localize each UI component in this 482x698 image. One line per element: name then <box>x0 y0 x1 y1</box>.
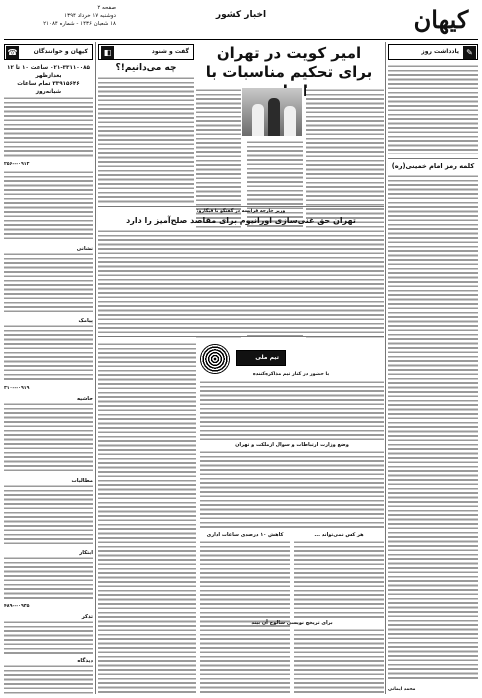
issue-number: ۱۸ شعبان ۱۴۳۶ - شماره ۲۱۰۸۴ <box>43 21 116 27</box>
lead-headline-line2: برای تحکیم مناسبات با <box>205 63 373 81</box>
editorial-box-header <box>388 44 478 60</box>
kiosk-label: گفت و شنود <box>151 48 189 55</box>
newspaper-logo: کیهان <box>413 5 469 34</box>
phone-icon: ☎ <box>7 48 18 57</box>
sender-number-2: ۰۹۱۹---۳۱۰ <box>4 386 30 391</box>
story3-text <box>200 380 384 440</box>
readers-subhead-2: حاشیه <box>76 396 93 402</box>
readers-subhead-4: ابتکار <box>79 550 93 556</box>
readers-label: کیهان و خوانندگان <box>33 48 88 55</box>
editorial-title: کلمه رمز امام خمینی(ره) <box>391 162 475 170</box>
column-divider <box>385 42 386 694</box>
story7-text <box>294 628 384 694</box>
sender-number-1: ۰۹۱۲---۲۵۶ <box>4 162 30 167</box>
readers-box-header <box>4 44 93 60</box>
story4-headline: وضع وزارت ارتباطات و سوال ازملکت و تهران <box>235 442 349 448</box>
issue-meta <box>6 4 116 28</box>
readers-subhead-1: پیامک <box>78 318 93 324</box>
lower-col-left <box>98 342 196 694</box>
story6-headline: هر کس نمی‌تواند ... <box>314 532 364 538</box>
story2-subtitle: وزیر خارجه فرانسه در گفتگو با فیگارو: <box>196 209 286 214</box>
masthead <box>4 2 478 40</box>
readers-column <box>4 44 93 694</box>
story6-text <box>294 540 384 620</box>
editorial-text-top <box>388 64 478 154</box>
readers-subhead-0: نشانی <box>76 246 93 252</box>
editorial-body <box>388 174 478 680</box>
editorial-label: یادداشت روز <box>421 48 459 55</box>
story5-headline: کاهش ۱۰ درصدی ساعات اداری <box>206 532 284 538</box>
issue-date: دوشنبه ۱۷ خرداد ۱۳۹۴ <box>64 13 116 19</box>
readers-subhead-5: تذکر <box>81 614 93 620</box>
lead-headline-line1: امیر کویت در تهران <box>216 44 362 62</box>
story4-text <box>200 450 384 530</box>
phone-line-1: ۰۲۱-۳۳۱۱۰۰۸۵ ساعت ۱۰ تا ۱۲ بعدازظهر <box>7 65 90 79</box>
story3-subtitle: با حضور در کنار تیم مذاکره‌کننده <box>252 372 330 377</box>
team-box-header <box>236 350 286 366</box>
editorial-column <box>388 44 478 694</box>
story5-text <box>200 540 290 694</box>
readers-subhead-6: دیدگاه <box>77 658 93 664</box>
story2-text <box>98 229 384 333</box>
editorial-author: محمد ایمانی <box>388 687 416 692</box>
phone-line-2: ۳۳۹۱۵۶۴۶ تمام ساعات شبانه‌روز <box>17 81 80 95</box>
target-icon <box>200 344 230 374</box>
kiosk-text <box>98 76 194 204</box>
divider <box>98 336 384 337</box>
sender-number-3: ۰۹۳۵---۴۸۹ <box>4 604 30 609</box>
kiosk-title: چه می‌دانیم!؟ <box>115 63 177 73</box>
team-label: تیم ملی <box>255 354 279 361</box>
lead-photo <box>242 88 302 136</box>
page-number: صفحه ۲ <box>97 5 116 11</box>
story2-headline: تهران حق غنی‌سازی اورانیوم برای مقاصد صلح‌آمیز را دارد <box>126 216 356 225</box>
divider <box>388 158 478 159</box>
column-divider <box>95 42 96 694</box>
section-title: اخبار کشور <box>215 10 267 20</box>
kiosk-icon: ◧ <box>101 46 114 59</box>
pen-icon: ✎ <box>463 46 476 59</box>
divider <box>98 206 384 207</box>
story7-headline: برای تریخچ نویسی سالوچ آن بیند <box>251 620 333 626</box>
kiosk-box-header <box>98 44 194 60</box>
readers-subhead-3: مطالبات <box>71 478 93 484</box>
